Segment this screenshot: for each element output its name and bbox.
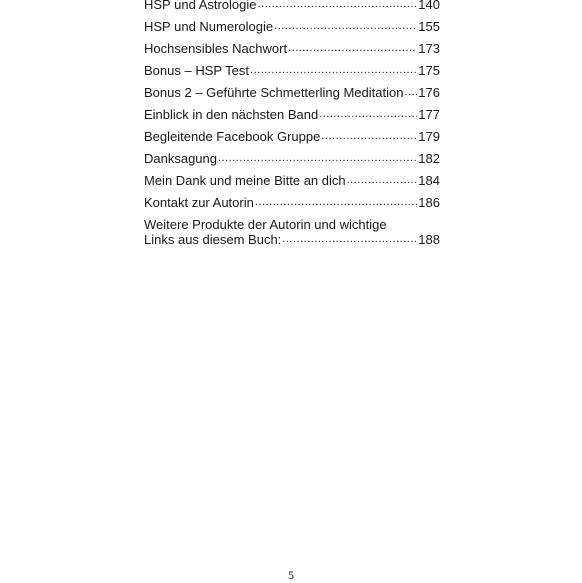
toc-entry-title: Bonus – HSP Test [144, 63, 250, 78]
toc-entry-page: 140 [418, 0, 440, 12]
toc-entry-page: 175 [418, 63, 440, 78]
toc-entry-page: 188 [418, 232, 440, 247]
toc-leader-dots [288, 41, 417, 56]
toc-entry[interactable] [144, 195, 440, 210]
toc-leader-dots [255, 195, 417, 210]
toc-leader-dots [258, 0, 418, 12]
toc-leader-dots [274, 19, 417, 34]
toc-entry-title: Hochsensibles Nachwort [144, 41, 288, 56]
toc-entry-title-line1: Weitere Produkte der Autorin und wichtige [144, 217, 387, 232]
toc-entry-title: Danksagung [144, 151, 217, 166]
table-of-contents [144, 0, 440, 254]
toc-entry[interactable] [144, 151, 440, 166]
toc-entry-page: 176 [418, 85, 440, 100]
toc-entry-title: HSP und Astrologie [144, 0, 257, 12]
toc-leader-dots [282, 232, 417, 247]
toc-entry[interactable] [144, 173, 440, 188]
toc-entry[interactable] [144, 63, 440, 78]
toc-leader-dots [319, 107, 417, 122]
toc-entry-page: 155 [418, 19, 440, 34]
toc-entry-page: 179 [418, 129, 440, 144]
toc-entry-title-line2: Links aus diesem Buch: [144, 232, 282, 247]
toc-entry-page: 182 [418, 151, 440, 166]
toc-leader-dots [347, 173, 418, 188]
toc-entry[interactable] [144, 0, 440, 12]
toc-entry[interactable] [144, 41, 440, 56]
page-number: 5 [288, 568, 294, 582]
toc-entry[interactable] [144, 107, 440, 122]
toc-entry-multiline[interactable] [144, 217, 440, 247]
toc-entry-page: 184 [418, 173, 440, 188]
toc-entry[interactable] [144, 129, 440, 144]
toc-entry-page: 186 [418, 195, 440, 210]
toc-entry-title: Mein Dank und meine Bitte an dich [144, 173, 346, 188]
toc-entry-title: Einblick in den nächsten Band [144, 107, 319, 122]
toc-entry-page: 173 [418, 41, 440, 56]
toc-entry-title: Begleitende Facebook Gruppe [144, 129, 321, 144]
toc-entry-title: HSP und Numerologie [144, 19, 274, 34]
toc-entry-title: Kontakt zur Autorin [144, 195, 254, 210]
toc-entry[interactable] [144, 19, 440, 34]
toc-entry[interactable] [144, 85, 440, 100]
toc-leader-dots [218, 151, 417, 166]
toc-leader-dots [321, 129, 417, 144]
toc-entry-title: Bonus 2 – Geführte Schmetterling Meditation [144, 85, 404, 100]
toc-leader-dots [250, 63, 417, 78]
toc-leader-dots [404, 85, 417, 100]
toc-entry-page: 177 [418, 107, 440, 122]
